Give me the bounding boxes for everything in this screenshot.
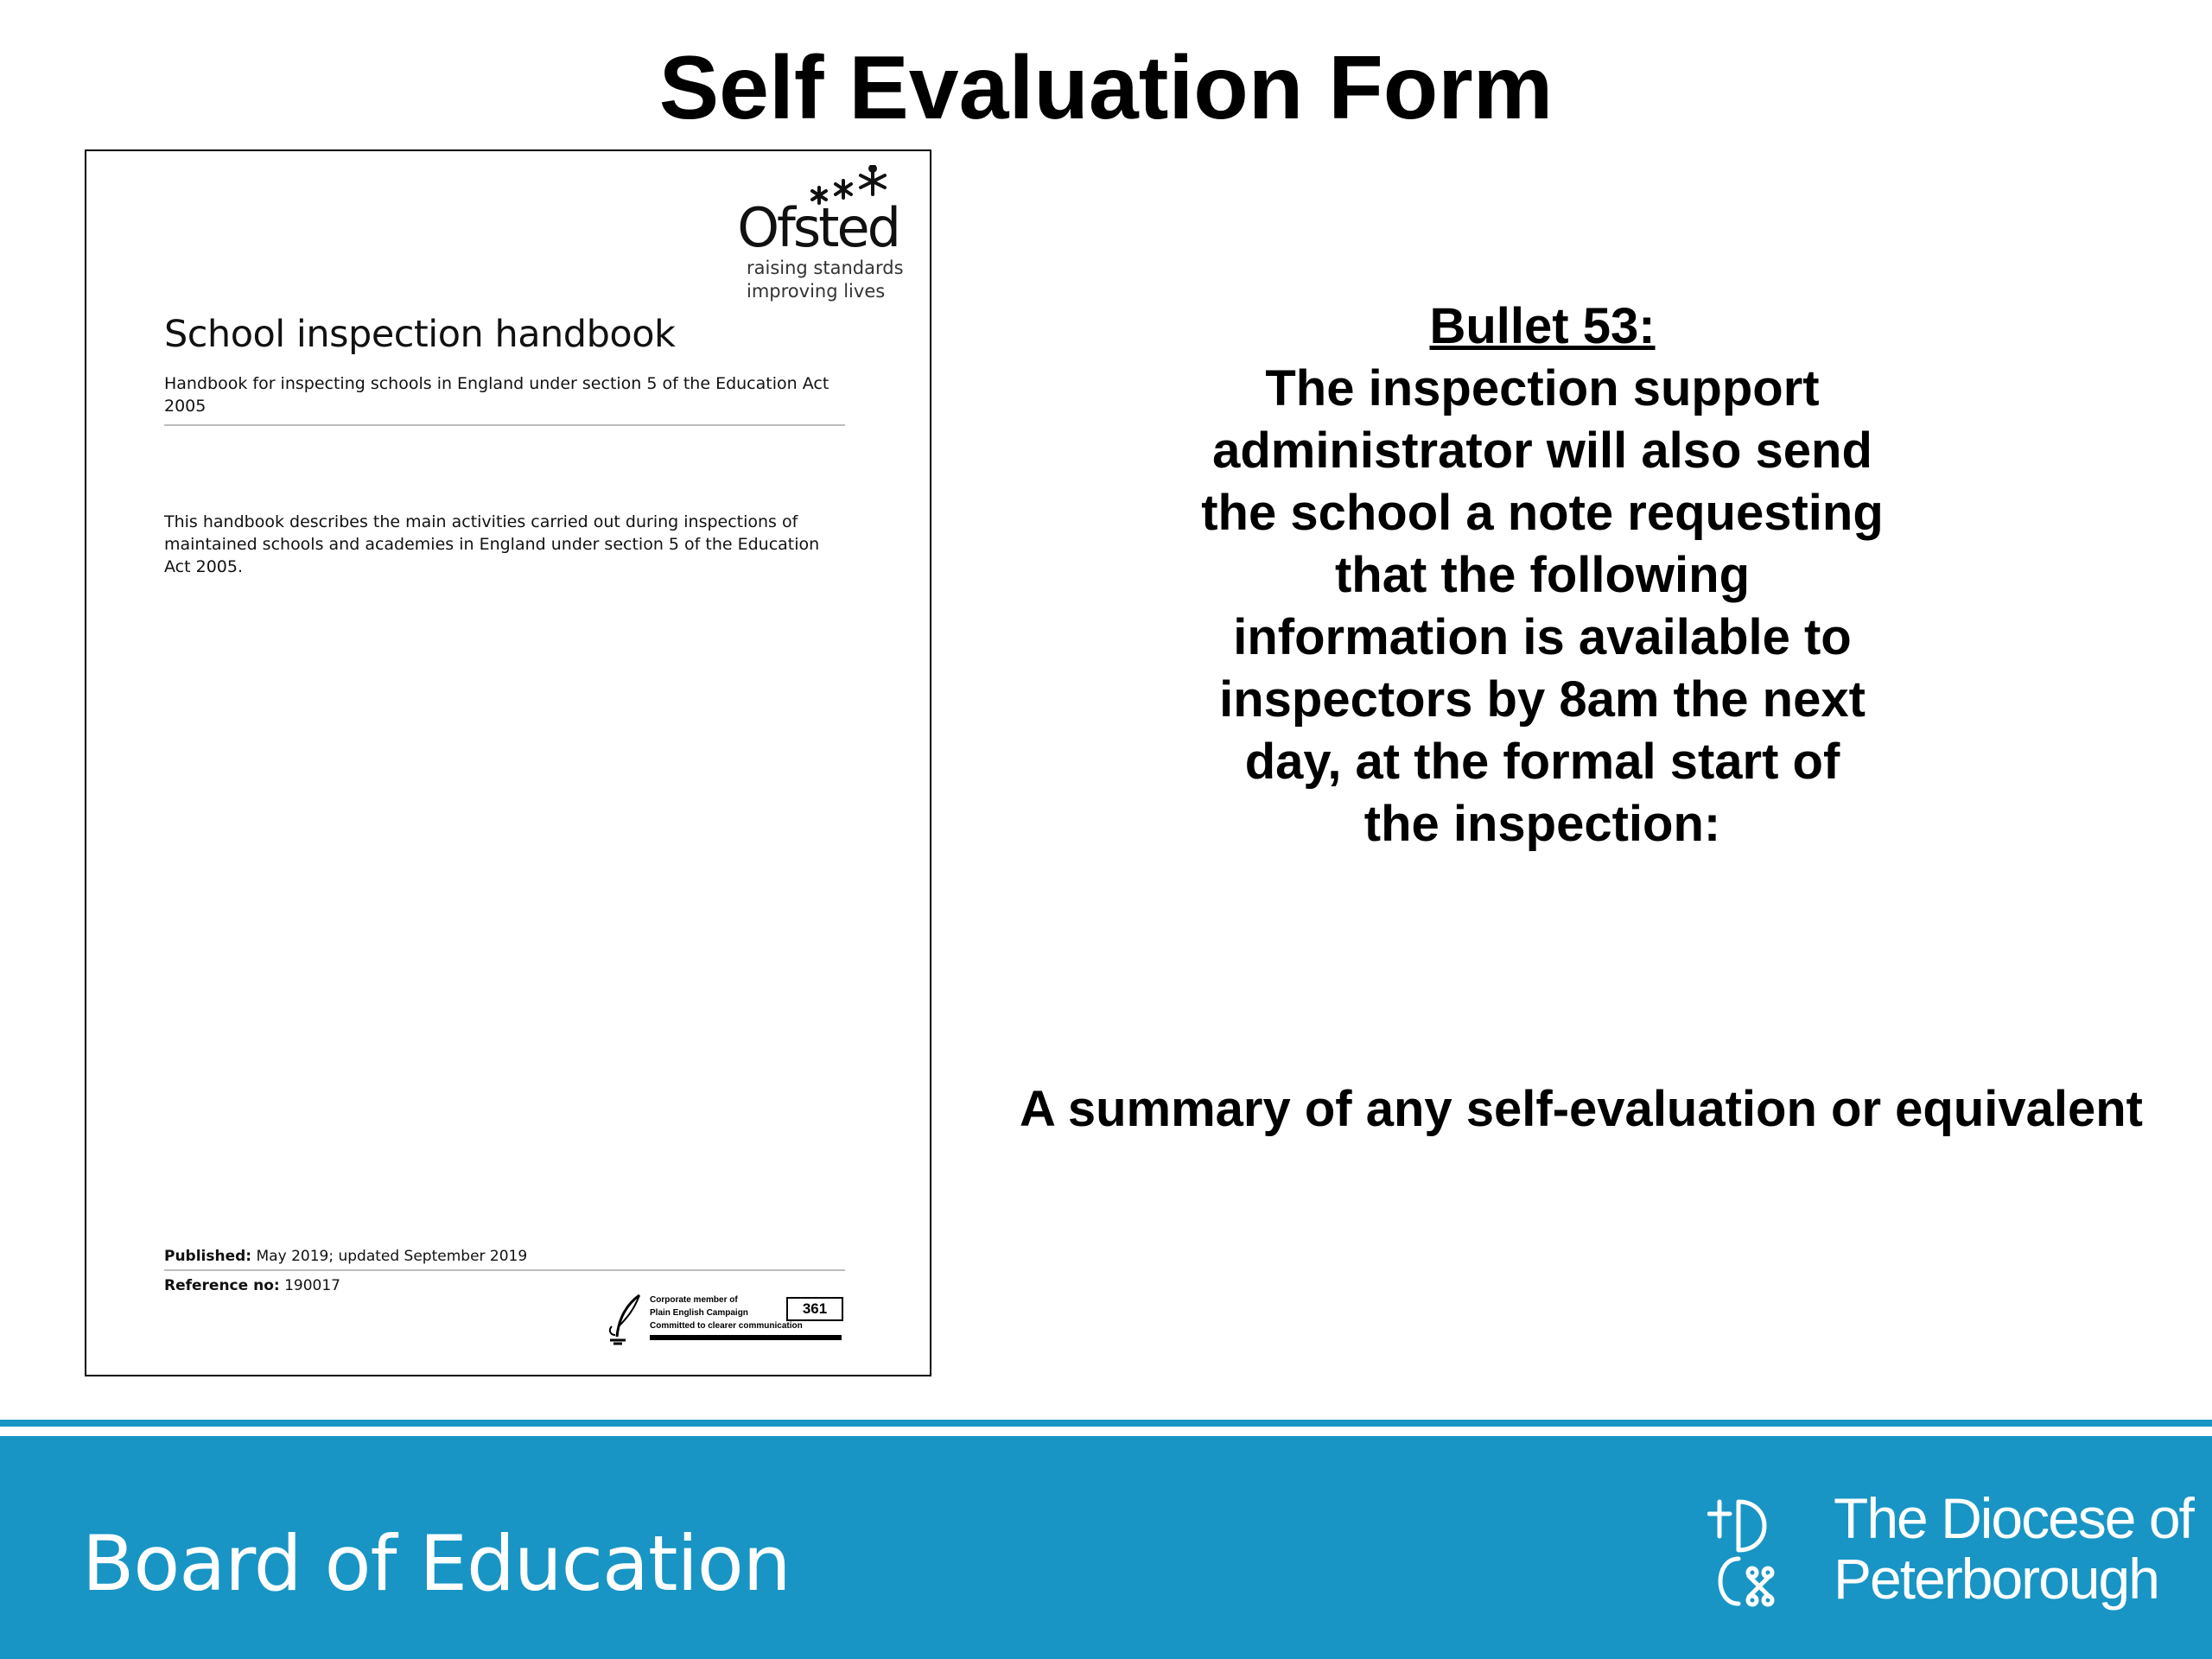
quill-icon (605, 1292, 646, 1347)
diocese-name (1834, 1488, 2193, 1609)
document-subtitle: Handbook for inspecting schools in England under section 5 of the Education Act 2005 (164, 374, 830, 416)
published-line (164, 1247, 527, 1266)
summary-text: A summary of any self-evaluation or equivalent (1020, 1081, 2143, 1137)
ofsted-tagline-line-1: raising standards (747, 257, 904, 278)
campaign-number: 361 (786, 1297, 843, 1321)
document-title: School inspection handbook (164, 313, 676, 356)
campaign-text (650, 1294, 803, 1332)
campaign-line-1: Corporate member of (650, 1295, 738, 1305)
slide-title: Self Evaluation Form (658, 38, 1554, 138)
campaign-line-3: Committed to clearer communication (650, 1321, 803, 1331)
document-description: This handbook describes the main activities carried out during inspections of maintained schools and academies in England under section 5 of the Education Act 2005. (164, 512, 820, 576)
plain-english-campaign-badge (605, 1292, 933, 1361)
reference-label: Reference no: (164, 1277, 280, 1294)
campaign-line-2: Plain English Campaign (650, 1308, 748, 1318)
ofsted-tagline (747, 257, 904, 303)
diocese-name-line-1: The Diocese of (1834, 1486, 2193, 1550)
footer-title: Board of Education (82, 1519, 791, 1608)
handbook-cover-image (85, 149, 931, 1376)
reference-line (164, 1276, 340, 1295)
bullet-heading: Bullet 53: (1429, 298, 1656, 354)
ofsted-logo (737, 165, 904, 312)
ofsted-tagline-line-2: improving lives (747, 281, 886, 302)
divider (164, 424, 845, 426)
divider (164, 1269, 845, 1271)
published-value: May 2019; updated September 2019 (256, 1248, 528, 1265)
diocese-name-line-2: Peterborough (1834, 1547, 2158, 1611)
diocese-crest-icon (1707, 1497, 1777, 1609)
published-label: Published: (164, 1248, 252, 1265)
reference-value: 190017 (284, 1277, 340, 1294)
bullet-53-block (1201, 296, 1884, 855)
bullet-body: The inspection support administrator will also send the school a note requesting that the following information is available to inspectors by 8am the next day, at the formal start of the inspection: (1201, 360, 1884, 852)
footer-accent-line (0, 1420, 2212, 1427)
campaign-underline (650, 1335, 842, 1340)
ofsted-wordmark: Ofsted (737, 196, 899, 259)
